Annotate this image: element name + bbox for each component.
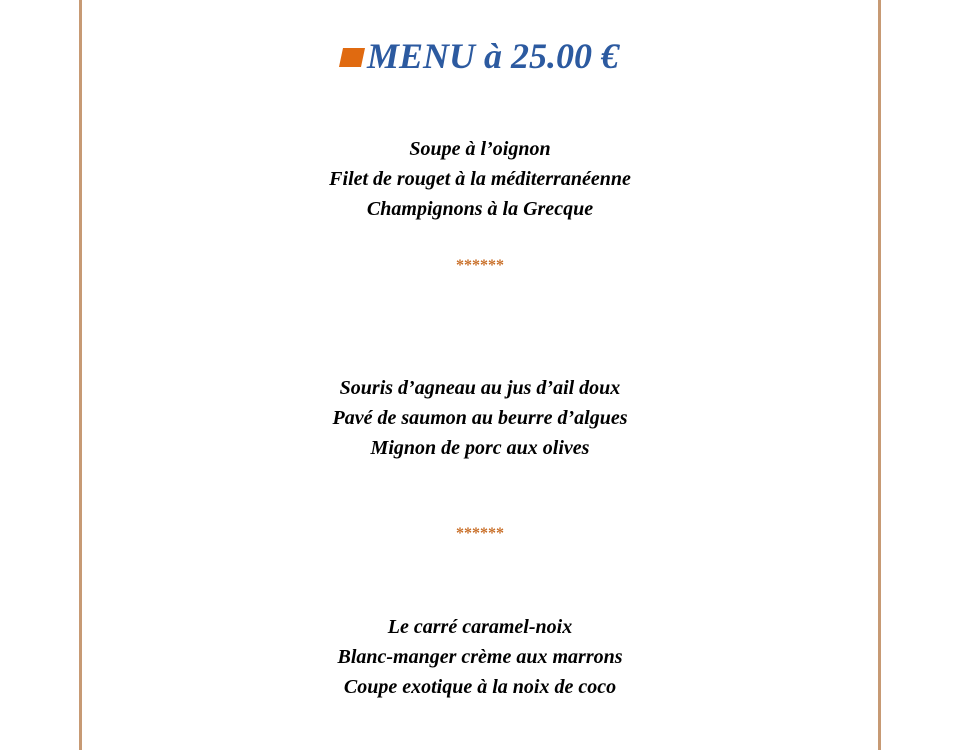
menu-item: Pavé de saumon au beurre d’algues [332, 407, 628, 429]
desserts-list [0, 612, 960, 702]
menu-title: MENU à 25.00 € [366, 36, 620, 76]
menu-item: Mignon de porc aux olives [370, 437, 590, 459]
separator: ****** [456, 257, 504, 274]
menu-item: Soupe à l’oignon [409, 138, 551, 160]
separator: ****** [456, 525, 504, 542]
square-bullet-icon [339, 48, 365, 67]
menu-item: Blanc-manger crème aux marrons [337, 646, 623, 668]
menu-item: Champignons à la Grecque [366, 198, 594, 220]
menu-title-row [0, 34, 960, 78]
menu-item: Souris d’agneau au jus d’ail doux [339, 377, 621, 399]
menu-item: Le carré caramel-noix [387, 616, 573, 638]
menu-item: Coupe exotique à la noix de coco [343, 676, 617, 698]
mains-list [0, 373, 960, 463]
starters-list [0, 134, 960, 224]
menu-item: Filet de rouget à la méditerranéenne [329, 168, 631, 190]
